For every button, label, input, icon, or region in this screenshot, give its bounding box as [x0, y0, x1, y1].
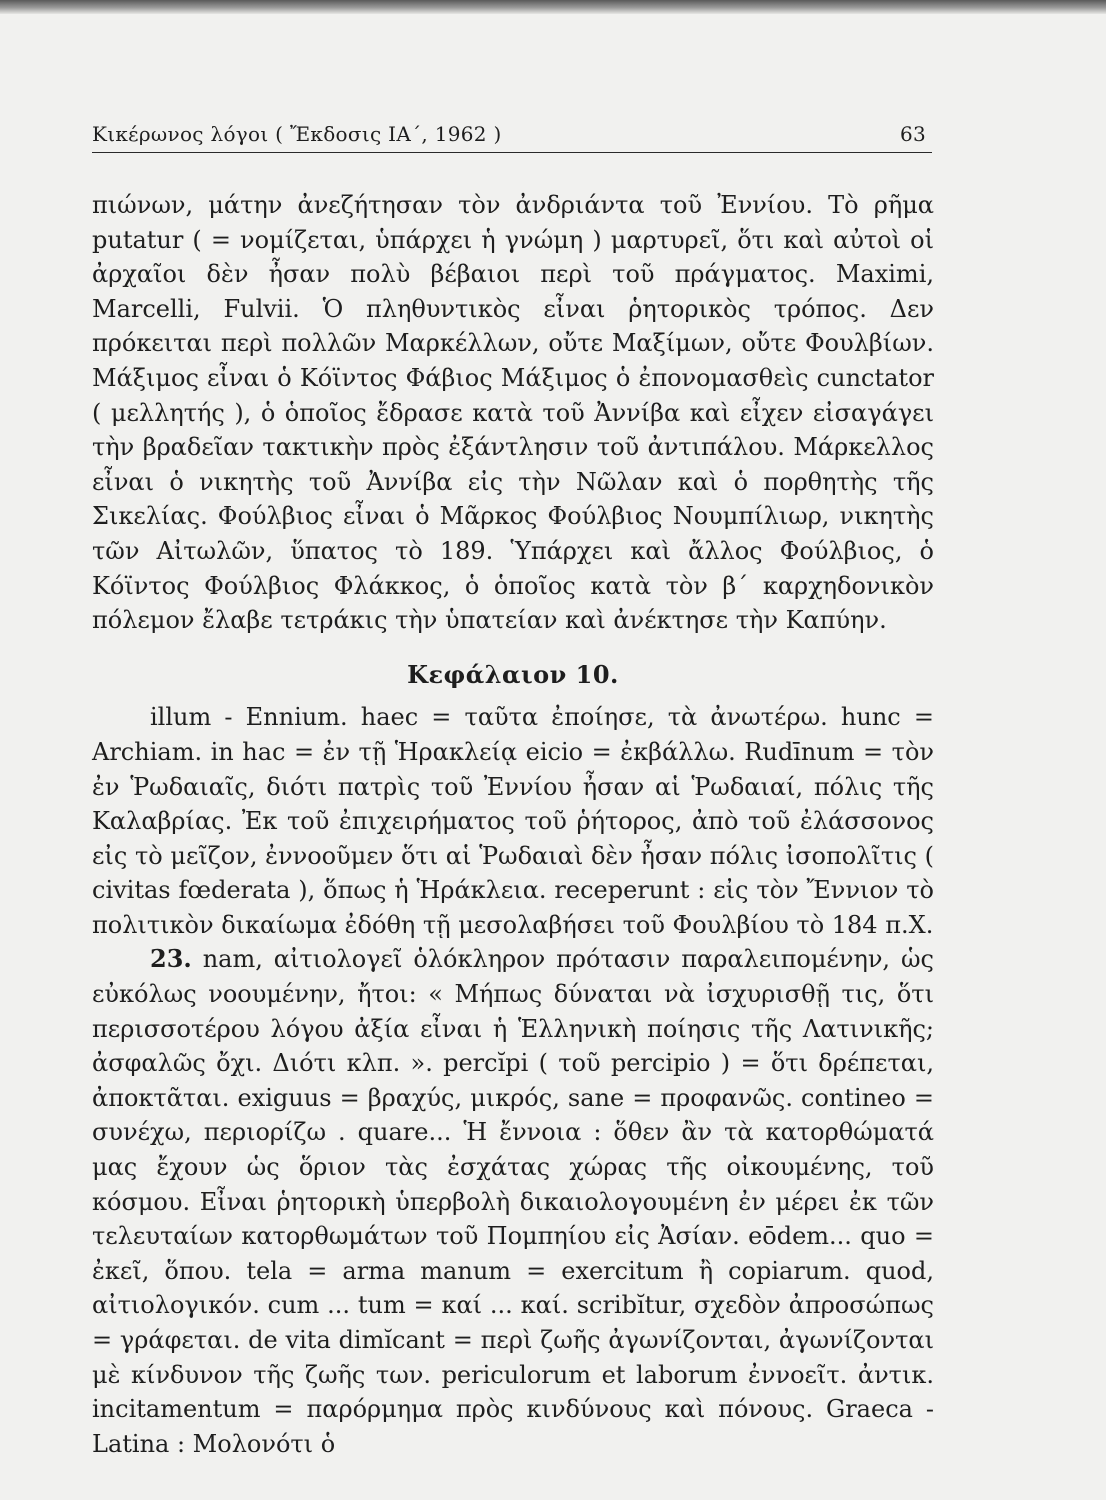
page-number: 63: [899, 122, 926, 146]
scan-top-edge: [0, 0, 1106, 14]
running-header: [92, 118, 932, 153]
paragraph-3: [92, 942, 934, 1461]
header-title: Κικέρωνος λόγοι ( Ἔκδοσις ΙΑ΄, 1962 ): [92, 122, 502, 146]
paragraph-2: illum - Ennium. haec = ταῦτα ἐποίησε, τὰ ἀνωτέρω. hunc = Archiam. in hac = ἐν τῇ Ἡρακλείᾳ eicio = ἐκβάλλω. Rudīnum = τὸν ἐν Ῥωδαιαῖς, διότι πατρὶς τοῦ Ἐννίου ἦσαν αἱ Ῥωδαιαί, πόλις τῆς Καλαβρίας. Ἐκ τοῦ ἐπιχειρήματος τοῦ ῥήτορος, ἀπὸ τοῦ ἐλάσσονος εἰς τὸ μεῖζον, ἐννοοῦμεν ὅτι αἱ Ῥωδαιαὶ δὲν ἦσαν πόλις ἰσοπολῖτις ( civitas fœderata ), ὅπως ἡ Ἡράκλεια. receperunt : εἰς τὸν Ἔννιον τὸ πολιτικὸν δικαίωμα ἐδόθη τῇ μεσολαβήσει τοῦ Φουλβίου τὸ 184 π.Χ.: [92, 703, 934, 939]
paragraph-1: πιώνων, μάτην ἀνεζήτησαν τὸν ἀνδριάντα τοῦ Ἐννίου. Τὸ ρῆμα putatur ( = νομίζεται, ὑπάρχει ἡ γνώμη ) μαρτυρεῖ, ὅτι καὶ αὐτοὶ οἱ ἀρχαῖοι δὲν ἦσαν πολὺ βέβαιοι περὶ τοῦ πράγματος. Maximi, Marcelli, Fulvii. Ὁ πληθυντικὸς εἶναι ῥητορικὸς τρόπος. Δεν πρόκειται περὶ πολλῶν Μαρκέλλων, οὔτε Μαξίμων, οὔτε Φουλβίων. Μάξιμος εἶναι ὁ Κόϊντος Φάβιος Μάξιμος ὁ ἐπονομασθεὶς cunctator ( μελλητής ), ὁ ὁποῖος ἔδρασε κατὰ τοῦ Ἀννίβα καὶ εἶχεν εἰσαγάγει τὴν βραδεῖαν τακτικὴν πρὸς ἐξάντλησιν τοῦ ἀντιπάλου. Μάρκελλος εἶναι ὁ νικητὴς τοῦ Ἀννίβα εἰς τὴν Νῶλαν καὶ ὁ πορθητὴς τῆς Σικελίας. Φούλβιος εἶναι ὁ Μᾶρκος Φούλβιος Νουμπίλιωρ, νικητὴς τῶν Αἰτωλῶν, ὕπατος τὸ 189. Ὑπάρχει καὶ ἄλλος Φούλβιος, ὁ Κόϊντος Φούλβιος Φλάκκος, ὁ ὁποῖος κατὰ τὸν β΄ καρχηδονικὸν πόλεμον ἔλαβε τετράκις τὴν ὑπατείαν καὶ ἀνέκτησε τὴν Καπύην.: [92, 191, 934, 635]
paragraph-3-text: nam, αἰτιολογεῖ ὁλόκληρον πρότασιν παραλειπομένην, ὡς εὐκόλως νοουμένην, ἤτοι: « Μήπως δύναται νὰ ἰσχυρισθῇ τις, ὅτι περισσοτέρου λόγου ἀξία εἶναι ἡ Ἑλληνικὴ ποίησις τῆς Λατινικῆς; ἀσφαλῶς ὄχι. Διότι κλπ. ». percĭpi ( τοῦ percipio ) = ὅτι δρέπεται, ἀποκτᾶται. exiguus = βραχύς, μικρός, sane = προφανῶς. contineo = συνέχω, περιορίζω . quare... Ἡ ἔννοια : ὅθεν ἂν τὰ κατορθώματά μας ἔχουν ὡς ὅριον τὰς ἐσχάτας χώρας τῆς οἰκουμένης, τοῦ κόσμου. Εἶναι ῥητορικὴ ὑπερβολὴ δικαιολογουμένη ἐν μέρει ἐκ τῶν τελευταίων κατορθωμάτων τοῦ Πομπηίου εἰς Ἀσίαν. eōdem... quo = ἐκεῖ, ὅπου. tela = arma manum = exercitum ἢ copiarum. quod, αἰτιολογικόν. cum ... tum = καί ... καί. scribĭtur, σχεδὸν ἀπροσώπως = γράφεται. de vita dimĭcant = περὶ ζωῆς ἀγωνίζονται, ἀγωνίζονται μὲ κίνδυνον τῆς ζωῆς των. periculorum et laborum ἐννοεῖτ. ἀντικ. incitamentum = παρόρμημα πρὸς κινδύνους καὶ πόνους. Graeca - Latina : Μολονότι ὁ: [92, 945, 934, 1458]
page-body: [92, 188, 934, 1461]
chapter-heading: Κεφάλαιον 10.: [407, 659, 619, 689]
section-number: 23.: [150, 944, 192, 974]
